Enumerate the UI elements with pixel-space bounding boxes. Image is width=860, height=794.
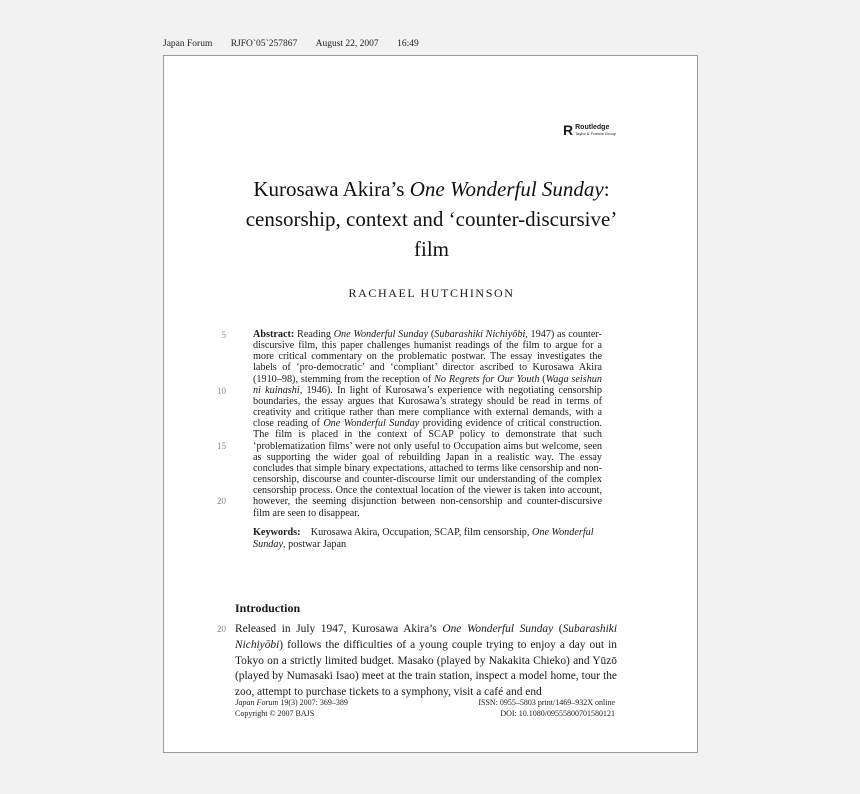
- abstract-italic: One Wonderful Sunday: [333, 329, 429, 340]
- intro-text: (: [553, 623, 563, 635]
- footer-copyright: Copyright © 2007 BAJS: [235, 708, 315, 718]
- line-number: 15: [217, 441, 226, 451]
- footer-identifiers: [478, 698, 615, 719]
- abstract: [253, 329, 602, 519]
- abstract-text: (: [539, 373, 546, 385]
- footer-citation-line: [235, 698, 348, 709]
- line-number: 10: [217, 386, 226, 396]
- abstract-text: Reading: [294, 329, 334, 340]
- intro-italic: One Wonderful Sunday: [442, 623, 554, 635]
- footer-issn: ISSN: 0955–5803 print/1469–932X online: [478, 698, 615, 707]
- line-number: 20: [217, 624, 226, 634]
- title-part1: Kurosawa Akira’s: [253, 177, 410, 201]
- footer-doi: DOI: 10.1080/09555800701580121: [500, 708, 615, 718]
- title-part2: : censorship, context and ‘counter-discursive’ film: [245, 177, 618, 261]
- keywords-text: , postwar Japan: [283, 538, 347, 550]
- article-author: RACHAEL HUTCHINSON: [348, 286, 515, 300]
- line-number: 5: [221, 330, 226, 340]
- abstract-italic: Subarashiki Nichiyōbi: [434, 329, 526, 340]
- abstract-italic: No Regrets for Our Youth: [434, 373, 540, 385]
- abstract-italic: Waga seishun ni kuinashi: [253, 373, 602, 396]
- abstract-text: , 1946). In light of Kurosawa’s experience with negotiating censorship boundaries, the essay argues that Kurosawa’s strategy should be read in terms of creativity and critique rather than mere compliance with external demands, with a close reading of: [253, 384, 602, 430]
- introduction-paragraph: [235, 622, 617, 701]
- routledge-logo-icon: R: [563, 122, 574, 138]
- intro-text: ) follows the difficulties of a young couple trying to enjoy a day out in Tokyo on a strictly limited budget. Masako (played by Nakakita Chieko) and Yūzō (played by Numasaki Isao) meet at the train station, inspect a model home, tour the zoo, attempt to purchase tickets to a symphony, visit a café and end: [235, 638, 617, 699]
- article-title: [234, 174, 629, 264]
- keywords: [253, 527, 602, 550]
- running-head-journal: Japan Forum: [163, 39, 213, 49]
- publisher-logo-words: [575, 124, 616, 136]
- abstract-italic: One Wonderful Sunday: [323, 418, 420, 430]
- publisher-logo: [563, 123, 616, 137]
- abstract-text: providing evidence of critical construction. The film is placed in the context of SCAP policy to demonstrate that such ‘problematization films’ were not only useful to Occupation aims but welcome, seen as supporting the wider goal of rebuilding Japan in a realistic way. The essay concludes that simple binary expectations, attached to terms like censorship and non-censorship, discourse and counter-discourse limit our understanding of the complex censorship process. Once the contextual location of the viewer is taken into account, however, the seeming disjunction between non-censorship and counter-discursive film are seen to disappear.: [253, 418, 602, 519]
- keywords-italic: One Wonderful Sunday: [253, 527, 594, 550]
- footer-citation: [235, 698, 348, 719]
- section-heading: Introduction: [235, 601, 301, 615]
- publisher-tagline: Taylor & Francis Group: [575, 131, 617, 136]
- running-head-manuscript-id: RJFO`05`257867: [230, 39, 298, 49]
- keywords-label: Keywords:: [253, 527, 301, 538]
- running-head-date: August 22, 2007: [315, 39, 379, 49]
- footer-journal: Japan Forum: [235, 698, 279, 707]
- document-page: [163, 55, 698, 753]
- title-italic: One Wonderful Sunday: [409, 177, 604, 201]
- line-number: 20: [217, 496, 226, 506]
- abstract-text: , 1947) as counter-discursive film, this paper challenges humanist readings of the film to argue for a more critical commentary on the problematic postwar. The essay investigates the labels of ‘pro-democratic’ and ‘compliant’ director ascribed to Kurosawa Akira (1910–98), stemming from the reception of: [253, 329, 602, 385]
- intro-italic: Subarashiki Nichiyōbi: [235, 623, 617, 651]
- intro-text: Released in July 1947, Kurosawa Akira’s: [235, 623, 443, 635]
- running-head: [163, 39, 435, 49]
- abstract-label: Abstract:: [253, 329, 295, 340]
- keywords-text: Kurosawa Akira, Occupation, SCAP, film censorship,: [310, 527, 532, 538]
- abstract-text: (: [428, 329, 435, 340]
- publisher-name: Routledge: [575, 124, 610, 131]
- footer-volume: 19(3) 2007: 369–389: [278, 698, 348, 707]
- running-head-time: 16:49: [397, 39, 419, 49]
